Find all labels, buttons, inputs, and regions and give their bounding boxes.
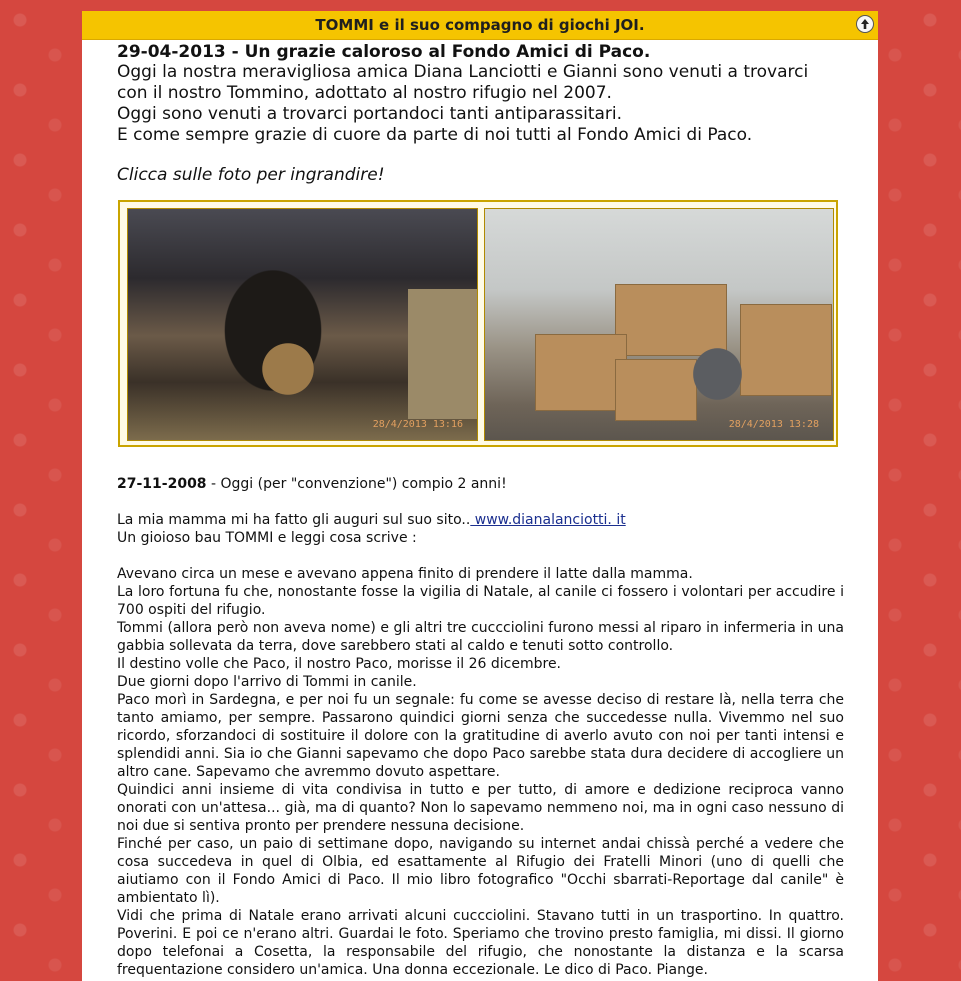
spacer — [117, 547, 844, 565]
intro-line: Oggi sono venuti a trovarci portandoci tanti antiparassitari. — [117, 104, 623, 124]
page-container — [82, 11, 878, 981]
intro-line: E come sempre grazie di cuore da parte di noi tutti al Fondo Amici di Paco. — [117, 125, 753, 145]
article-body — [117, 475, 844, 979]
photo-cat-boxes[interactable] — [484, 208, 834, 441]
site-link[interactable]: www.dianalanciotti. it — [470, 512, 626, 528]
paragraph: Due giorni dopo l'arrivo di Tommi in canile. — [117, 674, 417, 690]
main-content — [82, 42, 878, 979]
photo-gallery — [118, 200, 838, 447]
box-shape — [535, 334, 627, 411]
paragraph: Finché per caso, un paio di settimane dopo, navigando su internet andai chissà perché a vedere che cosa succedeva in quel di Olbia, ed esattamente al Rifugio dei Fratelli Minori (uno di quelli che aiutiamo con il Fondo Amici di Paco. Il mio libro fotografico "Occhi sbarrati-Reportage dal canile" è ambientato lì). — [117, 836, 844, 906]
mamma-text: La mia mamma mi ha fatto gli auguri sul suo sito.. — [117, 512, 471, 528]
car-seat-shape — [408, 289, 478, 419]
click-hint: Clicca sulle foto per ingrandire! — [117, 165, 385, 185]
title-bar — [82, 11, 878, 40]
mamma-line — [117, 511, 844, 529]
paragraph: Avevano circa un mese e avevano appena finito di prendere il latte dalla mamma. — [117, 566, 693, 582]
photo-dog[interactable] — [127, 208, 478, 441]
photo-timestamp: 28/4/2013 13:28 — [728, 419, 819, 430]
entry-title: - Oggi (per "convenzione") compio 2 anni! — [206, 476, 507, 492]
cat-shape — [675, 329, 760, 419]
arrow-up-icon — [859, 18, 871, 30]
article-intro — [117, 62, 844, 146]
scroll-top-button[interactable] — [856, 15, 874, 33]
paragraph: La loro fortuna fu che, nonostante fosse la vigilia di Natale, al canile ci fossero i volontari per accudire i 700 ospiti del rifugio. — [117, 584, 844, 618]
dog-face-shape — [248, 329, 328, 409]
paragraph: Tommi (allora però non aveva nome) e gli altri tre cuccciolini furono messi al riparo in infermeria in una gabbia sollevata da terra, dove sarebbero stati al caldo e tenuti sotto controllo. — [117, 620, 844, 654]
section-title: TOMMI e il suo compagno di giochi JOI. — [315, 16, 645, 34]
paragraph: Quindici anni insieme di vita condivisa in tutto e per tutto, di amore e dedizione reciproca vanno onorati con un'attesa... già, ma di quanto? Non lo sapevamo nemmeno noi, ma in ogni caso nessuno di noi due si sentiva pronto per prendere nessuna decisione. — [117, 782, 844, 834]
photo-timestamp: 28/4/2013 13:16 — [372, 419, 463, 430]
intro-line: Oggi la nostra meravigliosa amica Diana Lanciotti e Gianni sono venuti a trovarci con il nostro Tommino, adottato al nostro rifugio nel 2007. — [117, 62, 809, 103]
entry-date: 27-11-2008 — [117, 476, 207, 492]
paragraph: Paco morì in Sardegna, e per noi fu un segnale: fu come se avesse deciso di restare là, nella terra che tanto amiamo, per sempre. Passarono quindici giorni senza che succedesse nulla. Vivemmo nel suo ricordo, sforzandoci di sostituire il dolore con la gratitudine di averlo avuto con noi per tanti intensi e splendidi anni. Sia io che Gianni sapevamo che dopo Paco sarebbe stata dura decidere di accogliere un altro cane. Sapevamo che avremmo dovuto aspettare. — [117, 692, 844, 780]
spacer — [117, 493, 844, 511]
entry-heading — [117, 475, 844, 493]
paragraph: Il destino volle che Paco, il nostro Paco, morisse il 26 dicembre. — [117, 656, 562, 672]
bau-line: Un gioioso bau TOMMI e leggi cosa scrive : — [117, 530, 417, 546]
article-headline: 29-04-2013 - Un grazie caloroso al Fondo Amici di Paco. — [117, 42, 651, 62]
paragraph: Vidi che prima di Natale erano arrivati alcuni cuccciolini. Stavano tutti in un trasportino. In quattro. Poverini. E poi ce n'erano altri. Guardai le foto. Speriamo che trovino presto famiglia, mi dissi. Il giorno dopo telefonai a Cosetta, la responsabile del rifugio, che nonostante la distanza e la scarsa frequentazione considero un'amica. Una donna eccezionale. Le dico di Paco. Piange. — [117, 908, 844, 978]
